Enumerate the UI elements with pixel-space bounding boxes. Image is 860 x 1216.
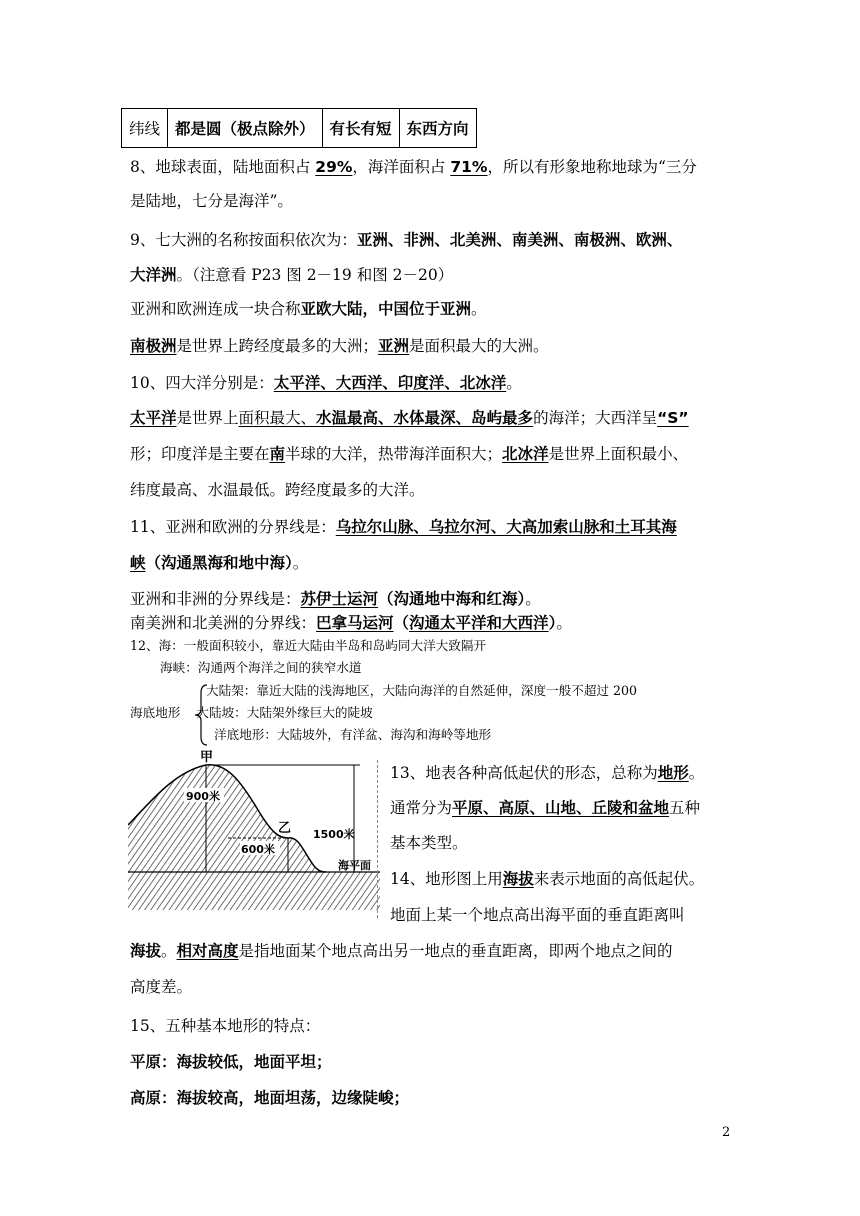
text: 亚洲和欧洲连成一块合称 (130, 300, 301, 318)
label-1500m: 1500米 (313, 828, 355, 841)
label-yi: 乙 (278, 821, 292, 836)
south: 南 (269, 445, 286, 463)
para-10-line-1 (130, 372, 522, 394)
para-12-line-3: 大陆架：靠近大陆的浅海地区，大陆向海洋的自然延伸，深度一般不超过 200 (206, 683, 638, 698)
para-14-line-3 (130, 940, 673, 962)
para-8-line-2: 是陆地，七分是海洋”。 (130, 192, 293, 210)
altitude-term: 海拔 (130, 942, 162, 960)
text: 半球的大洋，热带海洋面积大； (285, 445, 503, 463)
para-12-line-4 (130, 704, 373, 722)
text: 。 (556, 614, 572, 632)
label-600m: 600米 (241, 843, 275, 856)
pacific: 太平洋 (130, 409, 177, 427)
para-13-line-2 (390, 797, 700, 819)
para-9-line-1 (130, 229, 682, 251)
table-cell-direction: 东西方向 (399, 109, 476, 148)
asia: 亚洲 (378, 337, 410, 355)
para-14-line-2: 地面上某一个地点高出海平面的垂直距离叫 (390, 906, 685, 924)
text: 的海洋；大西洋呈 (533, 409, 658, 427)
altitude: 海拔 (502, 870, 534, 888)
panama-canal: 巴拿马运河 (316, 614, 394, 632)
china-location: ，中国位于亚洲 (362, 300, 472, 318)
text: 形；印度洋是主要在 (130, 445, 270, 463)
page-number: 2 (722, 1125, 731, 1140)
text: 是世界上 (176, 409, 239, 427)
antarctica: 南极洲 (130, 337, 177, 355)
text: 8、地球表面，陆地面积占 (130, 158, 316, 176)
land-percent: 29% (315, 158, 353, 176)
text: 是指地面某个地点高出另一地点的垂直距离，即两个地点之间的 (238, 942, 673, 960)
text: 14、地形图上用 (390, 870, 503, 888)
text: （沟通地中海和红海） (378, 590, 526, 608)
para-10-line-4: 纬度最高、水温最低。跨经度最多的大洋。 (130, 481, 425, 499)
text: （沟通黑海和地中海） (145, 554, 293, 572)
latitude-table (121, 108, 477, 148)
para-15-plateau: 高原：海拔较高，地面坦荡，边缘陡峻； (130, 1089, 410, 1107)
text: 峡 (130, 554, 146, 572)
ocean-percent: 71% (450, 158, 488, 176)
label-sea-level: 海平面 (338, 859, 371, 872)
table-cell-label: 纬线 (122, 109, 168, 148)
terrain-diagram (128, 750, 380, 910)
text: 是面积最大的大洲。 (409, 337, 549, 355)
text: 10、四大洋分别是： (130, 374, 274, 392)
para-13-line-1 (390, 762, 704, 784)
arctic: 北冰洋 (502, 445, 549, 463)
text: 。 (506, 374, 522, 392)
text: ，所以有形象地称地球为“三分 (487, 158, 697, 176)
table-row (122, 109, 477, 148)
text: ，海洋面积占 (352, 158, 451, 176)
para-8-line-1 (130, 156, 697, 178)
pacific-features: 水温最高、水体最深、岛屿最多 (316, 409, 534, 427)
text: 海底地形 (130, 705, 181, 720)
text: 大陆坡：大陆架外缘巨大的陡坡 (196, 705, 373, 720)
para-11-line-4 (130, 612, 572, 634)
text: 面积最大、 (238, 409, 317, 427)
asia-europe-border: 乌拉尔山脉、乌拉尔河、大高加索山脉和土耳其海 (335, 518, 677, 536)
para-15-plain: 平原：海拔较低，地面平坦； (130, 1053, 332, 1071)
para-12-line-2: 海峡：沟通两个海洋之间的狭窄水道 (160, 660, 362, 675)
para-12-line-1: 12、海：一般面积较小，靠近大陆由半岛和岛屿同大洋大致隔开 (130, 638, 487, 653)
suez-canal: 苏伊士运河 (300, 590, 379, 608)
continent-oceania: 大洋洲 (130, 266, 177, 284)
landform-types: 平原、高原、山地、丘陵和盆地 (452, 799, 670, 817)
text: 。（注意看 P23 图 2－19 和图 2－20） (176, 266, 454, 284)
brace-icon (193, 683, 213, 747)
relative-height: 相对高度 (176, 942, 239, 960)
text: 9、七大洲的名称按面积依次为： (130, 231, 357, 249)
s-shape: “S” (657, 409, 689, 427)
table-cell-shape: 都是圆（极点除外） (168, 109, 323, 148)
para-15-line-1: 15、五种基本地形的特点： (130, 1017, 321, 1035)
text: 11、亚洲和欧洲的分界线是： (130, 518, 336, 536)
para-14-line-4: 高度差。 (130, 978, 193, 996)
para-11-line-2 (130, 552, 308, 574)
text: 。 (161, 942, 177, 960)
continents-list: 亚洲、非洲、北美洲、南美洲、南极洲、欧洲、 (356, 231, 683, 249)
text: 。 (292, 554, 309, 572)
para-9-line-3 (130, 298, 487, 320)
para-10-line-3 (130, 443, 688, 465)
text: 五种 (669, 799, 701, 817)
divider (377, 760, 379, 918)
label-900m: 900米 (186, 790, 220, 803)
text: 通常分为 (390, 799, 453, 817)
text: ） (548, 614, 557, 632)
label-jia: 甲 (200, 750, 214, 765)
text: 是世界上面积最小、 (548, 445, 689, 463)
table-cell-length: 有长有短 (322, 109, 399, 148)
text: 来表示地面的高低起伏。 (533, 870, 705, 888)
text: （ (393, 614, 410, 632)
text: 。 (525, 590, 541, 608)
landform: 地形 (657, 764, 689, 782)
para-14-line-1 (390, 868, 704, 890)
text: 沟通太平洋和大西洋 (409, 614, 549, 632)
text: 。 (471, 300, 487, 318)
text: 是世界上跨经度最多的大洲； (176, 337, 379, 355)
para-10-line-2 (130, 407, 689, 429)
para-11-line-1 (130, 516, 677, 538)
para-11-line-3 (130, 588, 541, 610)
para-9-line-4 (130, 335, 549, 357)
oceans-list: 太平洋、大西洋、印度洋、北冰洋 (273, 374, 507, 392)
para-9-line-2 (130, 264, 453, 286)
text: 亚洲和非洲的分界线是： (130, 590, 301, 608)
para-12-line-5: 洋底地形：大陆坡外，有洋盆、海沟和海岭等地形 (214, 727, 492, 742)
text: 13、地表各种高低起伏的形态，总称为 (390, 764, 658, 782)
text: 。 (688, 764, 705, 782)
para-13-line-3: 基本类型。 (390, 834, 468, 852)
text: 南美洲和北美洲的分界线： (130, 614, 317, 632)
eurasia: 亚欧大陆 (300, 300, 363, 318)
